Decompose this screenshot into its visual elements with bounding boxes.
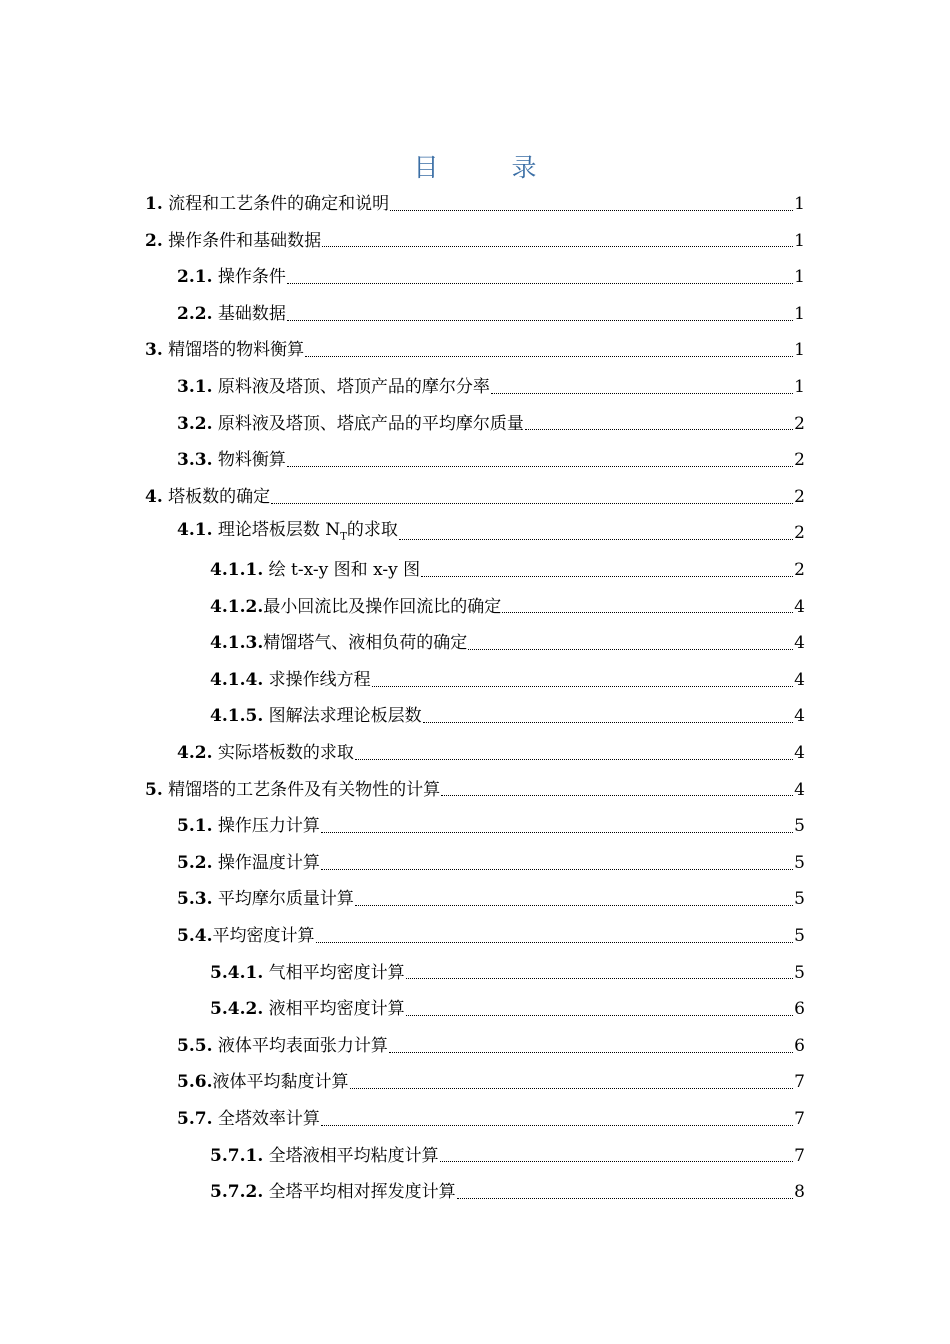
toc-entry-text — [177, 369, 490, 406]
toc-entry-text — [210, 1138, 439, 1175]
toc-entry-text — [177, 1028, 388, 1065]
toc-entry[interactable] — [145, 772, 805, 809]
toc-entry-text — [177, 296, 286, 333]
toc-entry-text — [177, 1101, 320, 1138]
toc-entry[interactable] — [177, 808, 805, 845]
toc-entry-label: 求操作线方程 — [268, 669, 371, 690]
toc-entry-label: 精馏塔的物料衡算 — [168, 340, 305, 361]
toc-entry[interactable] — [177, 1028, 805, 1065]
toc-dot-leader — [399, 539, 793, 540]
toc-dot-leader — [355, 905, 793, 906]
toc-entry-number: 4.1.3. — [210, 633, 264, 654]
toc-entry[interactable] — [145, 479, 805, 516]
toc-entry-label: 平均密度计算 — [212, 926, 315, 946]
toc-entry[interactable] — [177, 515, 805, 552]
toc-entry-text — [210, 625, 467, 662]
toc-entry-label: 物料衡算 — [217, 450, 286, 471]
toc-dot-leader — [406, 1015, 794, 1016]
toc-entry-label: 精馏塔气、液相负荷的确定 — [263, 633, 468, 654]
toc-entry[interactable] — [210, 662, 805, 699]
toc-dot-leader — [468, 649, 793, 650]
toc-entry-label: 流程和工艺条件的确定和说明 — [168, 194, 390, 214]
toc-entry[interactable] — [145, 186, 805, 223]
toc-entry-page-number: 7 — [794, 1109, 805, 1129]
toc-entry-page-number: 5 — [794, 816, 805, 837]
toc-dot-leader — [305, 356, 793, 357]
toc-entry-page-number: 8 — [794, 1182, 805, 1203]
toc-entry-page-number: 1 — [794, 377, 805, 397]
toc-dot-leader — [350, 1088, 794, 1089]
toc-entry-page-number: 5 — [794, 852, 805, 873]
toc-entry-label: 液体平均表面张力计算 — [217, 1035, 388, 1056]
toc-entry[interactable] — [177, 259, 805, 296]
toc-entry-number: 4.1.4. — [210, 669, 264, 690]
toc-entry-label: 全塔液相平均粘度计算 — [268, 1145, 439, 1166]
toc-entry[interactable] — [210, 1138, 805, 1175]
toc-entry-number: 1. — [145, 194, 163, 214]
toc-entry-number: 4.1.2. — [210, 596, 264, 617]
toc-entry-subscript: T — [340, 531, 347, 543]
toc-entry-page-number: 5 — [794, 962, 805, 983]
toc-entry[interactable] — [210, 1174, 805, 1211]
toc-entry-label: 塔板数的确定 — [168, 486, 271, 507]
toc-entry-page-number: 2 — [794, 413, 805, 434]
toc-dot-leader — [321, 869, 793, 870]
toc-entry-label: 基础数据 — [217, 303, 286, 324]
toc-entry[interactable] — [177, 845, 805, 882]
toc-entry[interactable] — [210, 552, 805, 589]
toc-entry-page-number: 2 — [794, 523, 805, 544]
toc-entry-number: 4.2. — [177, 743, 213, 763]
toc-entry-label: 操作压力计算 — [217, 816, 320, 837]
toc-dot-leader — [287, 283, 793, 284]
toc-entry-label: 液相平均密度计算 — [268, 999, 405, 1020]
toc-entry-page-number: 4 — [794, 633, 805, 654]
toc-entry-number: 3.3. — [177, 450, 213, 471]
toc-dot-leader — [491, 393, 793, 394]
toc-entry-label: 图解法求理论板层数 — [268, 706, 422, 727]
toc-entry-text — [177, 259, 286, 296]
toc-entry-page-number: 2 — [794, 486, 805, 507]
toc-entry-number: 5.7. — [177, 1109, 213, 1129]
toc-dot-leader — [372, 686, 794, 687]
toc-entry-number: 4.1. — [177, 519, 213, 540]
toc-entry-text — [145, 223, 321, 260]
toc-entry-text — [177, 735, 354, 772]
toc-dot-leader — [287, 466, 793, 467]
toc-entry-page-number: 1 — [794, 194, 805, 214]
toc-entry-number: 3.2. — [177, 413, 213, 434]
toc-entry[interactable] — [177, 296, 805, 333]
toc-dot-leader — [322, 246, 793, 247]
toc-entry-page-number: 5 — [794, 889, 805, 910]
toc-entry-page-number: 2 — [794, 450, 805, 471]
toc-dot-leader — [271, 503, 793, 504]
toc-entry-label: 气相平均密度计算 — [268, 962, 405, 983]
toc-entry[interactable] — [145, 223, 805, 260]
toc-entry-label: 原料液及塔顶、塔顶产品的摩尔分率 — [217, 377, 490, 397]
toc-entry-text — [210, 698, 422, 735]
toc-dot-leader — [316, 942, 794, 943]
toc-entry-label: 实际塔板数的求取 — [217, 743, 354, 763]
toc-entry-number: 5.4.1. — [210, 962, 264, 983]
toc-entry-page-number: 7 — [794, 1145, 805, 1166]
toc-entry-number: 5.7.1. — [210, 1145, 264, 1166]
toc-entry-number: 2.2. — [177, 303, 213, 324]
toc-entry-text — [177, 808, 320, 845]
toc-entry[interactable] — [177, 881, 805, 918]
toc-entry[interactable] — [177, 442, 805, 479]
toc-entry-label: 绘 t-x-y 图和 x-y 图 — [268, 560, 421, 580]
toc-entry-number: 5.4.2. — [210, 999, 264, 1020]
toc-entry-page-number: 1 — [794, 230, 805, 251]
toc-entry-page-number: 4 — [794, 706, 805, 727]
toc-entry-label: 原料液及塔顶、塔底产品的平均摩尔质量 — [217, 413, 524, 434]
toc-entry-page-number: 1 — [794, 303, 805, 324]
toc-dot-leader — [423, 722, 794, 723]
toc-entry-label: 理论塔板层数 N — [217, 519, 341, 540]
toc-entry-number: 5.7.2. — [210, 1182, 264, 1203]
toc-entry-page-number: 4 — [794, 596, 805, 617]
toc-dot-leader — [287, 320, 793, 321]
toc-entry-text — [210, 662, 371, 699]
toc-entry[interactable] — [210, 625, 805, 662]
toc-dot-leader — [321, 832, 793, 833]
toc-dot-leader — [355, 759, 793, 760]
toc-entry[interactable] — [177, 369, 805, 406]
toc-entry-text — [177, 512, 398, 556]
toc-entry-label: 操作条件 — [217, 267, 286, 288]
toc-dot-leader — [502, 612, 793, 613]
toc-entry-number: 5.2. — [177, 852, 213, 873]
toc-dot-leader — [457, 1198, 794, 1199]
toc-entry-label-suffix: 的求取 — [346, 519, 398, 540]
toc-entry[interactable] — [177, 735, 805, 772]
toc-entry-text — [177, 881, 354, 918]
toc-entry-page-number: 4 — [794, 743, 805, 763]
toc-entry-number: 3. — [145, 340, 163, 361]
toc-dot-leader — [389, 1052, 793, 1053]
toc-dot-leader — [406, 978, 794, 979]
toc-dot-leader — [441, 795, 793, 796]
toc-entry-label: 操作温度计算 — [217, 852, 320, 873]
toc-entry-number: 5.3. — [177, 889, 213, 910]
toc-dot-leader — [421, 576, 793, 577]
toc-entry-number: 5.6. — [177, 1072, 213, 1093]
toc-entry-label: 全塔效率计算 — [217, 1109, 320, 1129]
toc-entry[interactable] — [145, 332, 805, 369]
toc-entry-page-number: 4 — [794, 669, 805, 690]
page-title: 目 录 — [413, 153, 561, 182]
toc-dot-leader — [440, 1161, 794, 1162]
toc-entry-text — [145, 772, 440, 809]
toc-entry[interactable] — [177, 918, 805, 955]
toc-entry[interactable] — [210, 698, 805, 735]
toc-entry[interactable] — [210, 991, 805, 1028]
toc-entry-page-number: 6 — [794, 1035, 805, 1056]
toc-entry-number: 3.1. — [177, 377, 213, 397]
toc-dot-leader — [525, 429, 793, 430]
toc-entry-label: 最小回流比及操作回流比的确定 — [263, 596, 502, 617]
toc-entry-page-number: 5 — [794, 926, 805, 946]
toc-entry-text — [210, 1174, 456, 1211]
toc-entry[interactable] — [177, 406, 805, 443]
toc-entry[interactable] — [210, 955, 805, 992]
toc-entry-text — [177, 845, 320, 882]
toc-entry-text — [177, 1064, 349, 1101]
toc-entry-number: 4. — [145, 486, 163, 507]
toc-entry-text — [177, 918, 315, 955]
toc-entry-text — [145, 479, 270, 516]
toc-entry[interactable] — [177, 1064, 805, 1101]
toc-entry-label: 操作条件和基础数据 — [168, 230, 322, 251]
toc-entry-number: 5.1. — [177, 816, 213, 837]
toc-entry-text — [177, 442, 286, 479]
toc-entry-page-number: 1 — [794, 267, 805, 288]
toc-entry-label: 精馏塔的工艺条件及有关物性的计算 — [168, 779, 441, 800]
toc-entry-page-number: 4 — [794, 779, 805, 800]
toc-entry-number: 4.1.5. — [210, 706, 264, 727]
toc-entry-text — [210, 552, 420, 589]
toc-entry-number: 2. — [145, 230, 163, 251]
toc-entry[interactable] — [210, 589, 805, 626]
toc-entry-text — [210, 955, 405, 992]
toc-entry-page-number: 6 — [794, 999, 805, 1020]
toc-entry-text — [210, 991, 405, 1028]
toc-entry-label: 液体平均黏度计算 — [212, 1072, 349, 1093]
toc-entry-number: 5.4. — [177, 926, 213, 946]
toc-entry[interactable] — [177, 1101, 805, 1138]
toc-entry-page-number: 7 — [794, 1072, 805, 1093]
toc-entry-number: 5. — [145, 779, 163, 800]
toc-dot-leader — [390, 210, 793, 211]
toc-entry-text — [177, 406, 524, 443]
toc-entry-text — [210, 589, 501, 626]
toc-entry-text — [145, 332, 304, 369]
toc-dot-leader — [321, 1125, 793, 1126]
toc-entry-page-number: 2 — [794, 560, 805, 580]
toc-entry-page-number: 1 — [794, 340, 805, 361]
toc-entry-number: 4.1.1. — [210, 560, 264, 580]
toc-entry-label: 平均摩尔质量计算 — [217, 889, 354, 910]
toc-entry-number: 2.1. — [177, 267, 213, 288]
toc-entry-text — [145, 186, 389, 223]
toc-entry-number: 5.5. — [177, 1035, 213, 1056]
toc-entry-label: 全塔平均相对挥发度计算 — [268, 1182, 456, 1203]
